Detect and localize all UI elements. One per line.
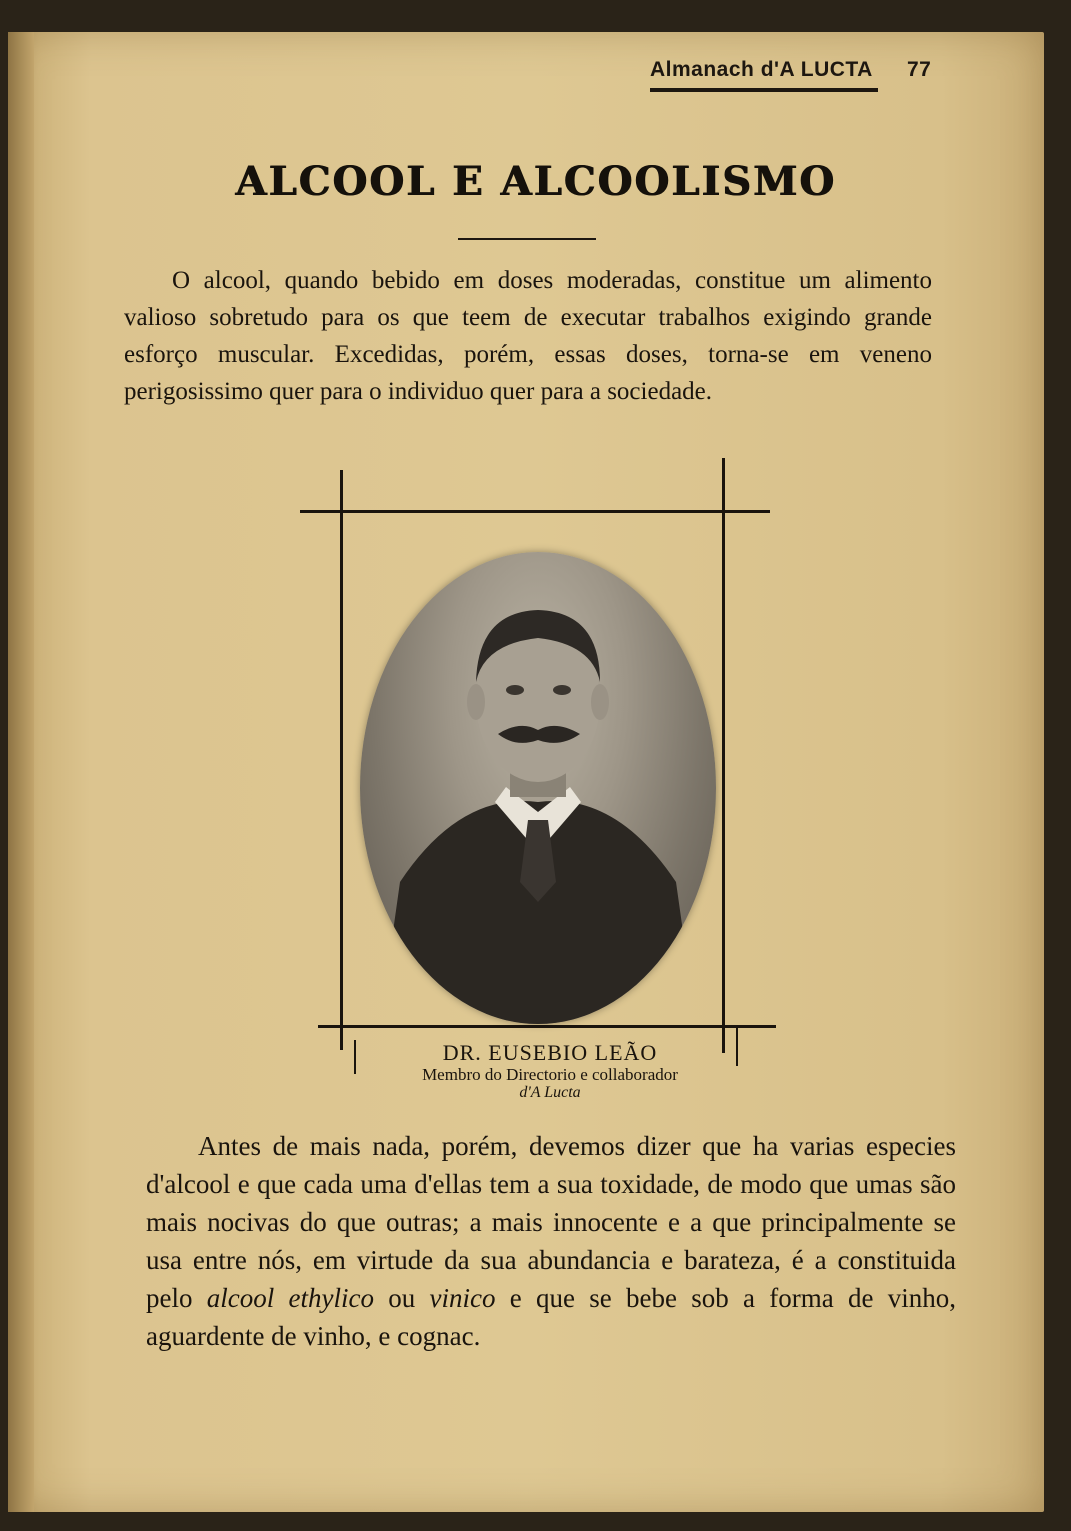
running-title: Almanach d'A LUCTA	[650, 58, 873, 81]
paragraph-main-text-2: ou	[373, 1283, 430, 1313]
caption-name: DR. EUSEBIO LEÃO	[442, 1040, 658, 1065]
article-title: ALCOOL E ALCOOLISMO	[235, 158, 836, 205]
title-divider	[458, 238, 596, 240]
paragraph-main-italic-2: vinico	[429, 1283, 496, 1313]
frame-right-rule	[722, 458, 725, 1053]
header-rule	[650, 88, 878, 92]
portrait-photo	[360, 552, 716, 1024]
portrait-figure	[360, 552, 716, 1024]
paragraph-main-text-1: Antes de mais nada, porém, devemos dizer que ha varias especies d'alcool e que cada uma d'ellas tem a sua toxidade, de modo que umas são mais nocivas do que outras; a mais innocente e a que principalmente se usa entre nós, em virtude da sua abundancia e barateza, é a constituida pelo	[146, 1131, 956, 1313]
frame-left-rule	[340, 470, 343, 1050]
portrait-caption	[360, 1040, 740, 1102]
paragraph-main	[146, 1127, 956, 1355]
frame-bottom-rule	[318, 1025, 776, 1028]
page-number: 77	[907, 58, 932, 81]
paragraph-main-text-3: e que se bebe sob a forma de vinho, aguardente de vinho, e cognac.	[146, 1283, 956, 1351]
running-header	[650, 58, 940, 82]
caption-publication: d'A Lucta	[519, 1084, 581, 1101]
caption-role: Membro do Directorio e collaborador	[422, 1065, 678, 1084]
paragraph-intro: O alcool, quando bebido em doses moderadas, constitue um alimento valioso sobretudo para os que teem de executar trabalhos exigindo grande esforço muscular. Excedidas, porém, essas doses, torna-se em veneno perigosissimo quer para o individuo quer para a sociedade.	[124, 267, 932, 405]
paragraph-main-italic-1: alcool ethylico	[206, 1283, 374, 1313]
caption-left-tick	[354, 1040, 356, 1074]
book-gutter	[8, 32, 34, 1512]
frame-top-rule	[300, 510, 770, 513]
